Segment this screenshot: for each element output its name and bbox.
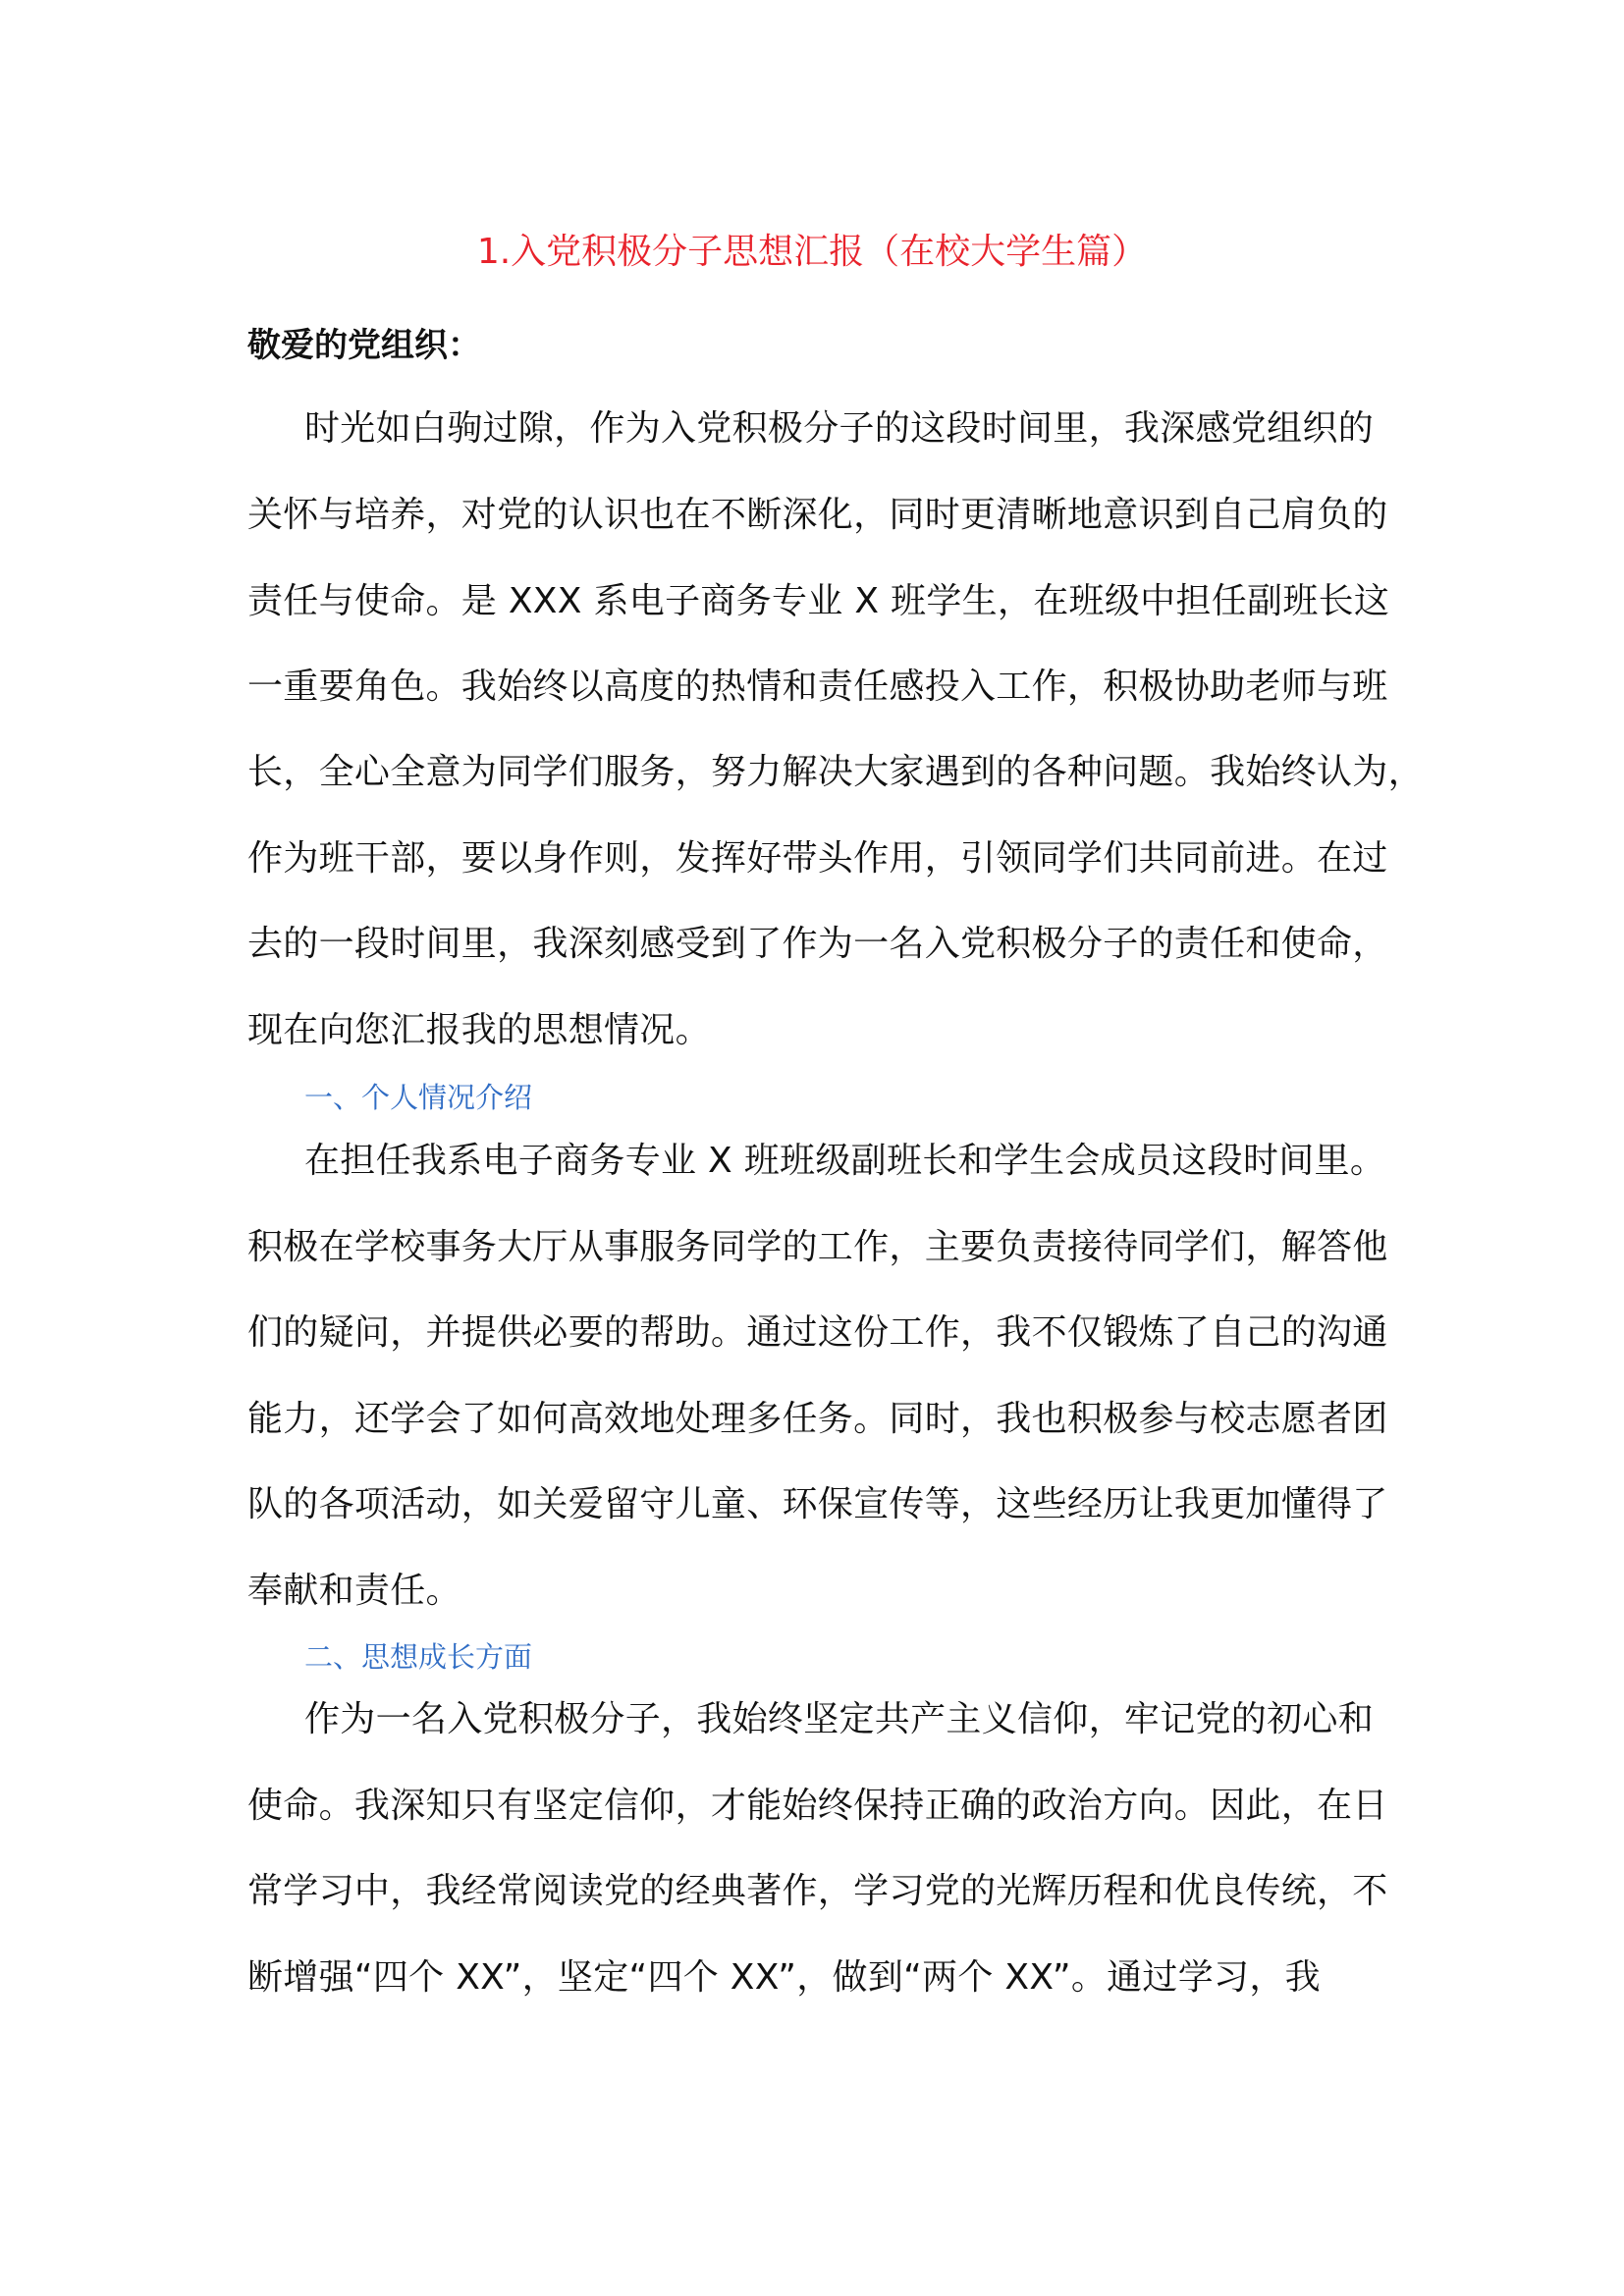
paragraph-1-line: 责任与使命。是 XXX 系电子商务专业 X 班学生，在班级中担任副班长这 [247,581,1390,621]
paragraph-3-line: 使命。我深知只有坚定信仰，才能始终保持正确的政治方向。因此，在日 [247,1786,1388,1826]
paragraph-3-line: 作为一名入党积极分子，我始终坚定共产主义信仰，牢记党的初心和 [304,1699,1375,1739]
paragraph-1-line: 去的一段时间里，我深刻感受到了作为一名入党积极分子的责任和使命， [247,924,1388,964]
paragraph-1-line: 时光如白驹过隙，作为入党积极分子的这段时间里，我深感党组织的 [304,408,1375,449]
document-title: 1.入党积极分子思想汇报（在校大学生篇） [476,232,1148,272]
paragraph-2-line: 在担任我系电子商务专业 X 班班级副班长和学生会成员这段时间里。 [304,1141,1386,1181]
paragraph-2-line: 积极在学校事务大厅从事服务同学的工作，主要负责接待同学们，解答他 [247,1227,1388,1267]
paragraph-1-line: 关怀与培养，对党的认识也在不断深化，同时更清晰地意识到自己肩负的 [247,495,1388,535]
paragraph-1-line: 现在向您汇报我的思想情况。 [247,1010,711,1050]
paragraph-2-line: 们的疑问，并提供必要的帮助。通过这份工作，我不仅锻炼了自己的沟通 [247,1312,1388,1353]
paragraph-1-line: 作为班干部，要以身作则，发挥好带头作用，引领同学们共同前进。在过 [247,838,1388,879]
paragraph-1-line: 一重要角色。我始终以高度的热情和责任感投入工作，积极协助老师与班 [247,667,1388,707]
salutation: 敬爱的党组织： [247,326,481,365]
paragraph-2-line: 奉献和责任。 [247,1571,461,1611]
paragraph-3-line: 常学习中，我经常阅读党的经典著作，学习党的光辉历程和优良传统，不 [247,1871,1388,1911]
section-heading-thought: 二、思想成长方面 [304,1640,533,1674]
paragraph-1-line: 长，全心全意为同学们服务，努力解决大家遇到的各种问题。我始终认为， [247,752,1424,792]
paragraph-2-line: 能力，还学会了如何高效地处理多任务。同时，我也积极参与校志愿者团 [247,1399,1388,1439]
paragraph-2-line: 队的各项活动，如关爱留守儿童、环保宣传等，这些经历让我更加懂得了 [247,1484,1388,1524]
paragraph-3-line: 断增强“四个 XX”，坚定“四个 XX”，做到“两个 XX”。通过学习，我 [247,1957,1321,1998]
section-heading-personal: 一、个人情况介绍 [304,1081,533,1114]
